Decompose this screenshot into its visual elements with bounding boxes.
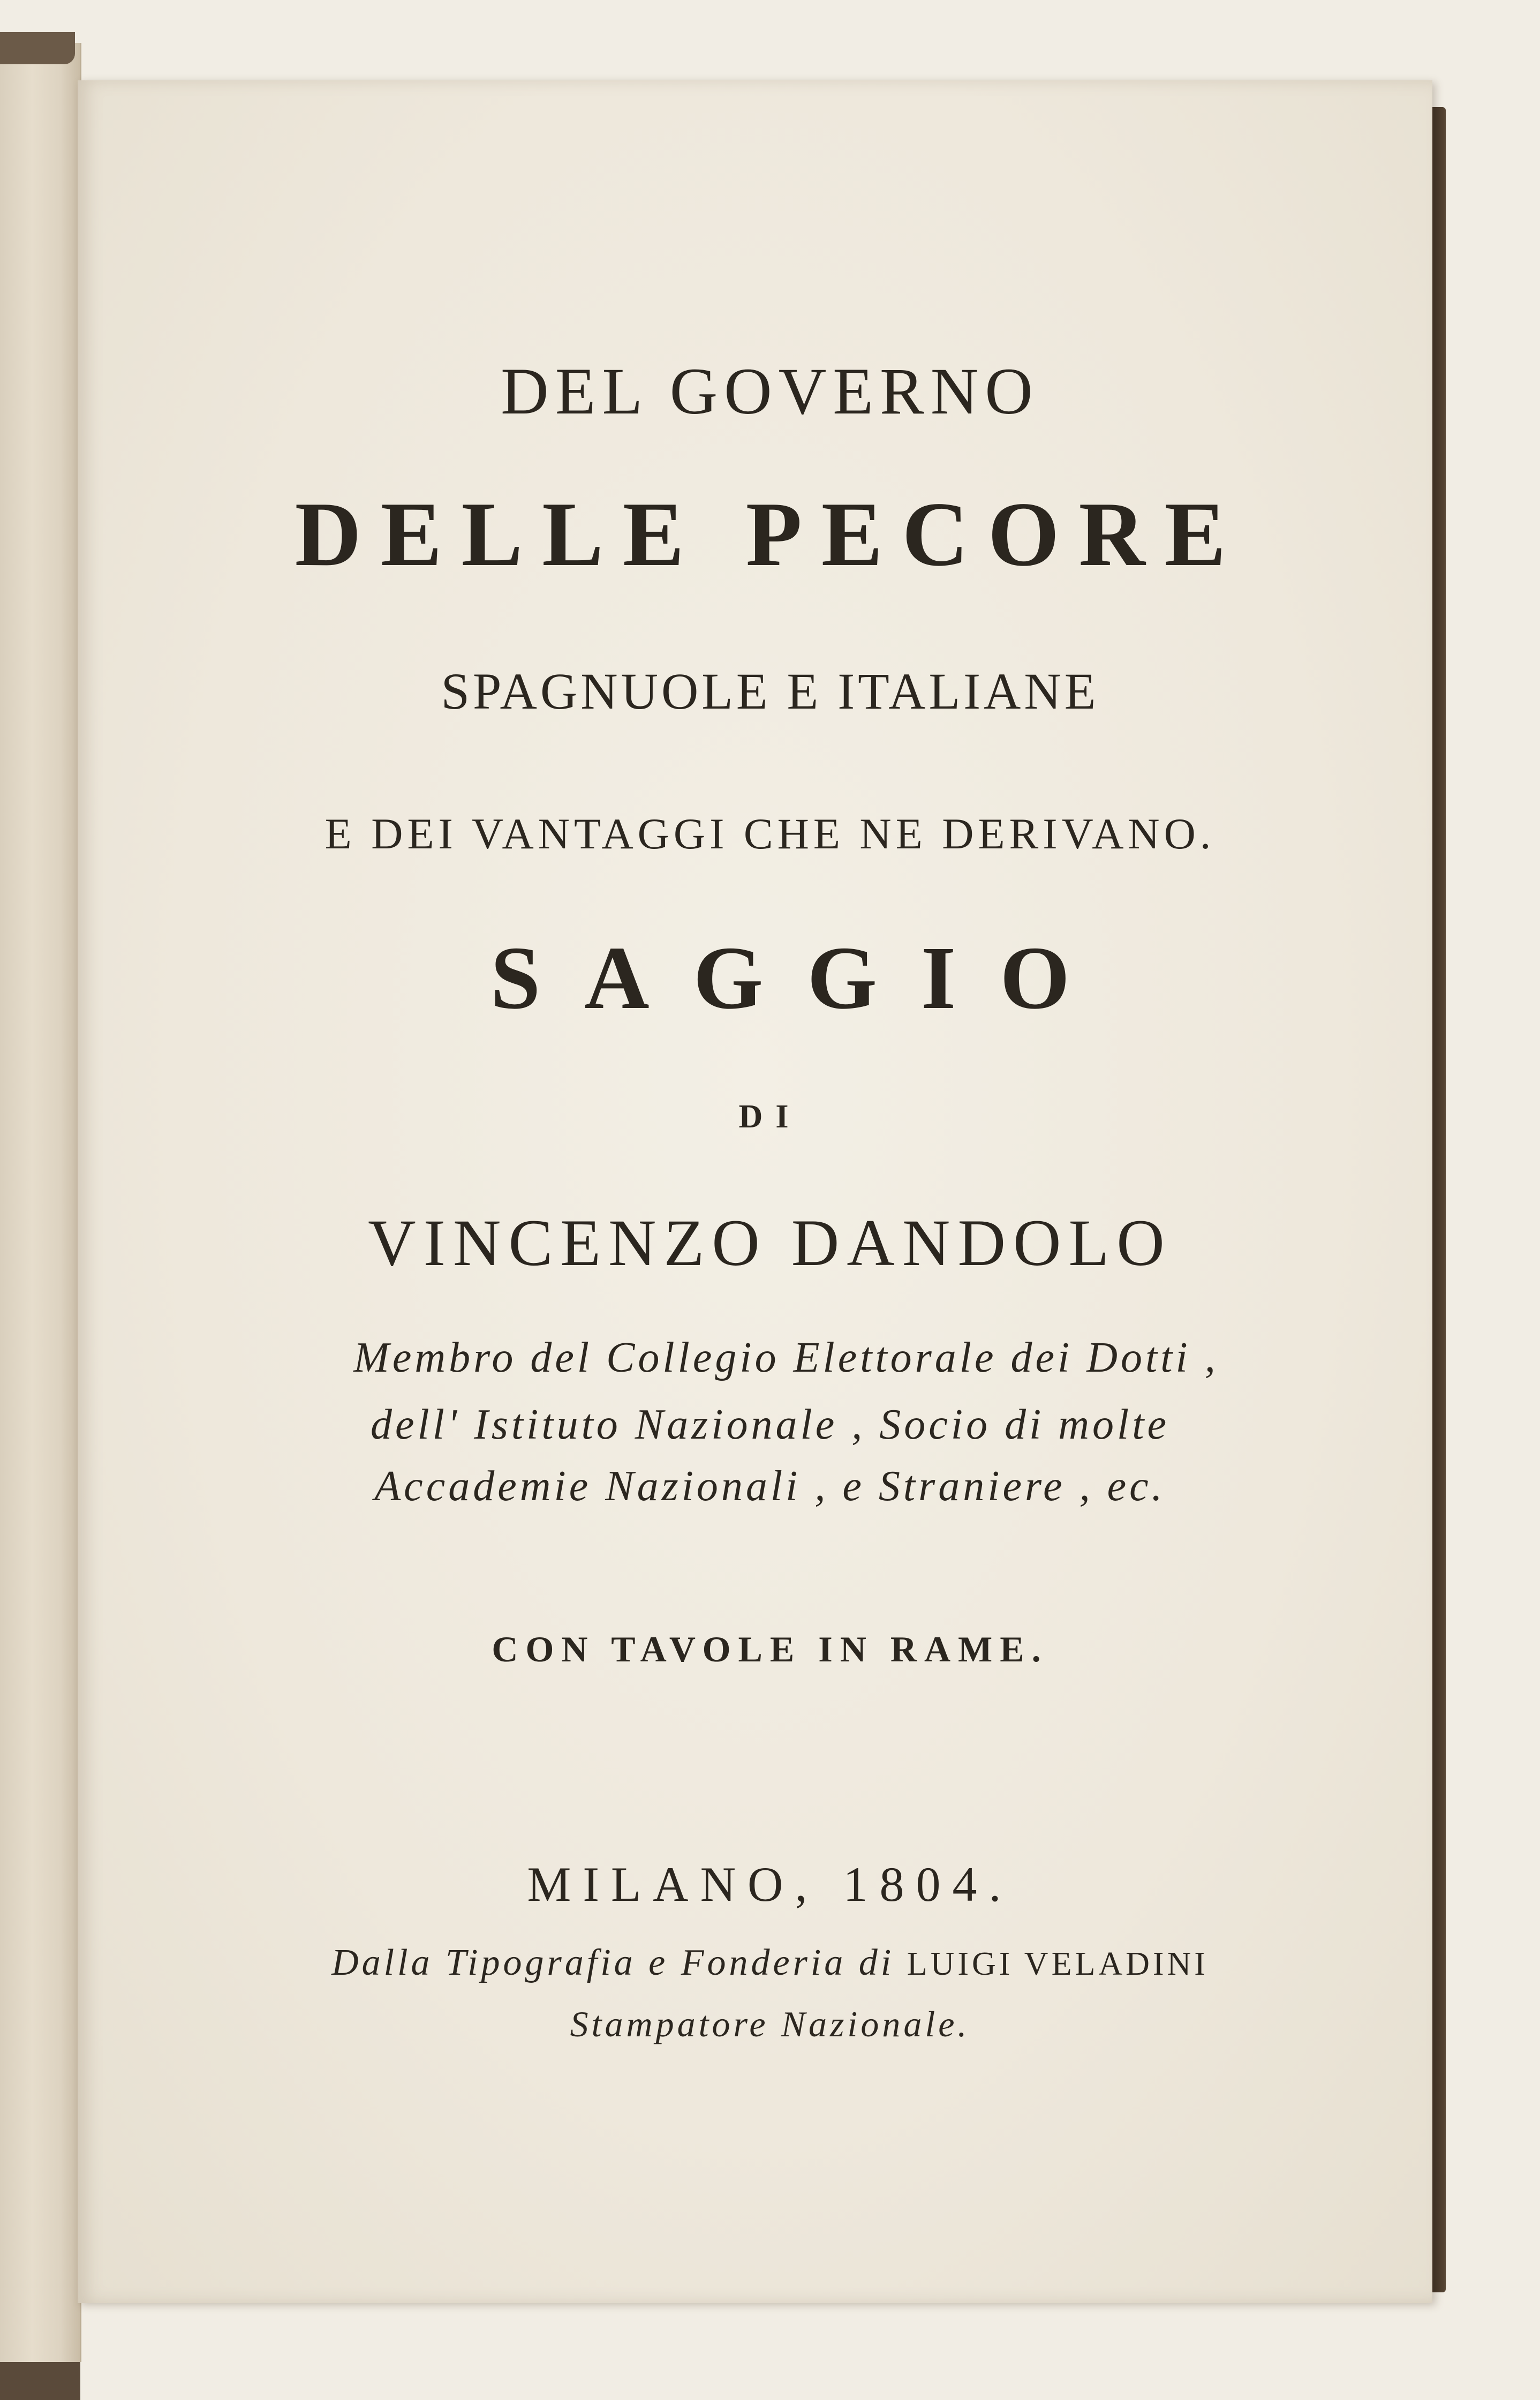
place-and-year: MILANO, 1804.: [527, 1857, 1013, 1912]
plates-note: CON TAVOLE IN RAME.: [492, 1629, 1048, 1669]
title-line-3: SPAGNUOLE E ITALIANE: [441, 663, 1099, 720]
printer-line: [0, 1942, 1540, 1984]
genre-heading: SAGGIO: [490, 928, 1114, 1028]
printer-title: Stampatore Nazionale.: [570, 2004, 970, 2044]
title-line-2: DELLE PECORE: [295, 484, 1245, 585]
author-description-line-3: Accademie Nazionali , e Straniere , ec.: [374, 1463, 1166, 1510]
printer-prefix: Dalla Tipografia e Fonderia di: [331, 1942, 895, 1983]
author-description-line-1: Membro del Collegio Elettorale dei Dotti ,: [353, 1334, 1219, 1381]
by-label: DI: [738, 1099, 802, 1135]
binding-bottom: [0, 2362, 80, 2400]
printer-name: LUIGI VELADINI: [907, 1946, 1209, 1982]
binding-top: [0, 32, 75, 64]
title-line-4: E DEI VANTAGGI CHE NE DERIVANO.: [324, 809, 1216, 858]
author-description-line-2: dell' Istituto Nazionale , Socio di molte: [371, 1401, 1169, 1448]
author-name: VINCENZO DANDOLO: [368, 1206, 1172, 1280]
title-line-1: DEL GOVERNO: [501, 355, 1039, 428]
